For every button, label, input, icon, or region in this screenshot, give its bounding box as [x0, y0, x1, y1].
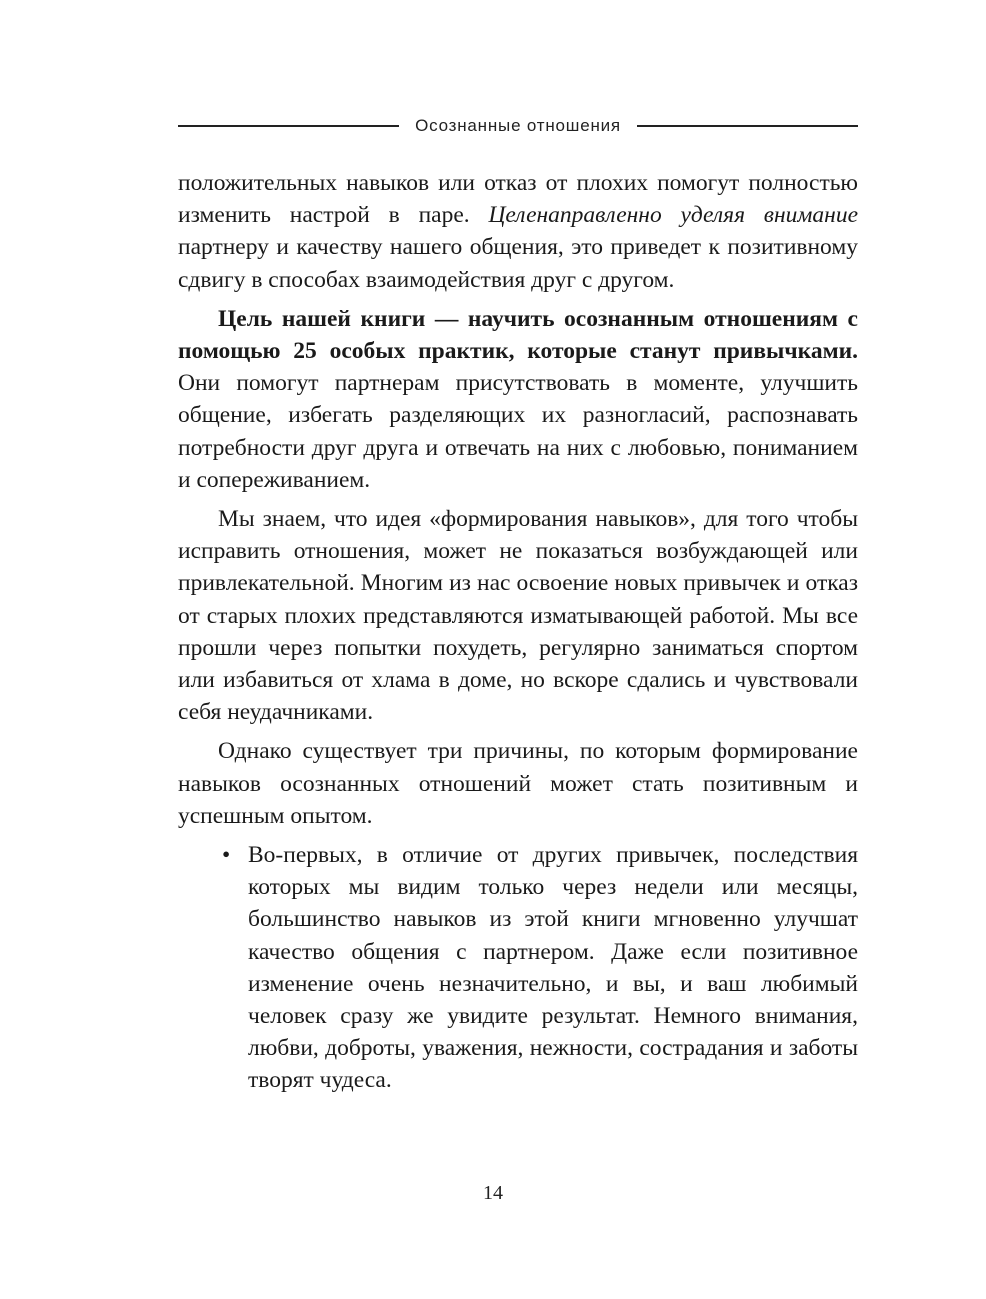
paragraph-2-text: Они помогут партнерам присутствовать в моменте, улучшить общение, избегать разделяющих их разногласий, распознавать потребности друг друга и отвечать на них с любовью, пониманием и сопереживанием.: [178, 370, 858, 493]
page-body: [178, 167, 858, 1097]
running-header: [178, 106, 858, 146]
bullet-marker: •: [222, 842, 231, 869]
paragraph-1-italic: Целенаправленно уделяя внимание: [488, 202, 858, 229]
paragraph-2-bold: Цель нашей книги — научить осознанным отношениям с помощью 25 особых практик, которые станут привычками.: [178, 305, 858, 365]
bullet-list: [178, 839, 858, 1097]
header-rule-left: [178, 125, 399, 127]
paragraph-1: [178, 167, 858, 296]
paragraph-1-text-a: положительных навыков или отказ от плохих помогут полностью изменить настрой в паре.: [178, 170, 858, 229]
paragraph-1-text-b: партнеру и качеству нашего общения, это приведет к позитивному сдвигу в способах взаимодействия друг с другом.: [178, 234, 858, 293]
bullet-item: [222, 839, 858, 1097]
bullet-text: Во-первых, в отличие от других привычек, последствия которых мы видим только через недели или месяцы, большинство навыков из этой книги мгновенно улучшат качество общения с партнером. Даже если позитивное изменение очень незначительно, и вы, и ваш любимый человек сразу же увидите результат. Немного внимания, любви, доброты, уважения, нежности, сострадания и заботы творят чудеса.: [248, 842, 858, 1094]
paragraph-3: Мы знаем, что идея «формирования навыков», для того чтобы исправить отношения, может не показаться возбуждающей или привлекательной. Многим из нас освоение новых привычек и отказ от старых плохих представляются изматывающей работой. Мы все прошли через попытки похудеть, регулярно заниматься спортом или избавиться от хлама в доме, но вскоре сдались и чувствовали себя неудачниками.: [178, 506, 858, 726]
page-number: 14: [483, 1182, 503, 1204]
header-rule-right: [637, 125, 858, 127]
running-title: Осознанные отношения: [415, 116, 621, 135]
paragraph-4: Однако существует три причины, по которым формирование навыков осознанных отношений может стать позитивным и успешным опытом.: [178, 738, 858, 829]
paragraph-2: [178, 303, 858, 496]
